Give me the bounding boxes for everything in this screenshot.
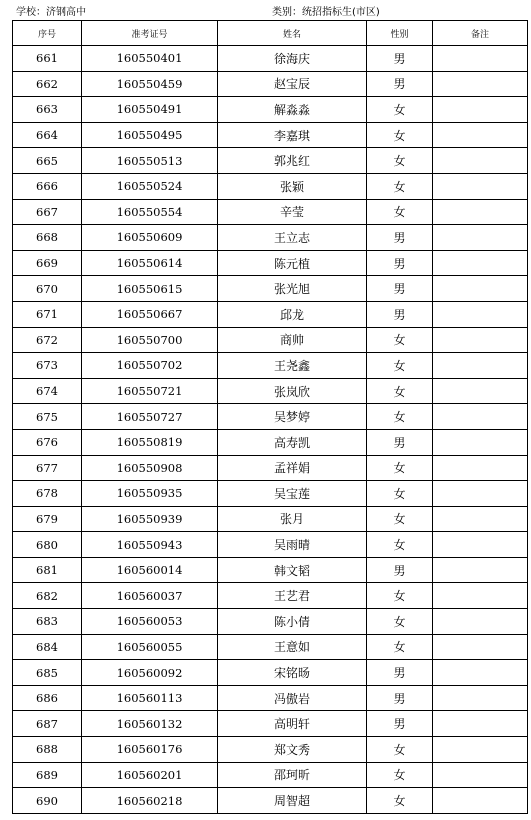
cell-no: 690 (13, 788, 82, 814)
cell-name: 王尧鑫 (218, 353, 367, 379)
table-row (13, 301, 528, 327)
cell-no: 661 (13, 46, 82, 72)
cell-name: 吴梦婷 (218, 404, 367, 430)
cell-note (433, 327, 528, 353)
cell-note (433, 481, 528, 507)
cell-exam-id: 160550721 (82, 378, 218, 404)
cell-gender: 女 (367, 609, 433, 635)
cell-note (433, 762, 528, 788)
cell-no: 677 (13, 455, 82, 481)
table-row (13, 199, 528, 225)
cell-gender: 男 (367, 301, 433, 327)
cell-note (433, 122, 528, 148)
cell-no: 678 (13, 481, 82, 507)
cell-name: 宋铭旸 (218, 660, 367, 686)
cell-gender: 女 (367, 353, 433, 379)
cell-name: 陈元植 (218, 250, 367, 276)
col-header-name: 姓名 (218, 21, 367, 46)
cell-note (433, 711, 528, 737)
cell-note (433, 71, 528, 97)
cell-note (433, 353, 528, 379)
cell-name: 邱龙 (218, 301, 367, 327)
cell-name: 高明轩 (218, 711, 367, 737)
header-row (13, 21, 528, 46)
cell-note (433, 276, 528, 302)
cell-gender: 男 (367, 225, 433, 251)
cell-exam-id: 160550935 (82, 481, 218, 507)
table-row (13, 557, 528, 583)
cell-gender: 男 (367, 557, 433, 583)
table-row (13, 634, 528, 660)
cell-note (433, 455, 528, 481)
table-row (13, 173, 528, 199)
cell-exam-id: 160550459 (82, 71, 218, 97)
cell-exam-id: 160560014 (82, 557, 218, 583)
table-row (13, 327, 528, 353)
cell-no: 689 (13, 762, 82, 788)
table-row (13, 225, 528, 251)
cell-no: 673 (13, 353, 82, 379)
cell-note (433, 148, 528, 174)
cell-note (433, 46, 528, 72)
cell-exam-id: 160550495 (82, 122, 218, 148)
cell-exam-id: 160550614 (82, 250, 218, 276)
cell-no: 682 (13, 583, 82, 609)
cell-exam-id: 160550819 (82, 429, 218, 455)
cell-note (433, 788, 528, 814)
cell-exam-id: 160550667 (82, 301, 218, 327)
cell-name: 郑文秀 (218, 737, 367, 763)
cell-exam-id: 160560037 (82, 583, 218, 609)
cell-note (433, 404, 528, 430)
cell-gender: 女 (367, 506, 433, 532)
category-label: 类别：统招指标生(市区) (272, 7, 380, 18)
cell-gender: 女 (367, 327, 433, 353)
cell-no: 664 (13, 122, 82, 148)
cell-note (433, 301, 528, 327)
cell-name: 邵珂昕 (218, 762, 367, 788)
table-row (13, 455, 528, 481)
cell-gender: 女 (367, 199, 433, 225)
table-row (13, 429, 528, 455)
cell-exam-id: 160560055 (82, 634, 218, 660)
cell-note (433, 634, 528, 660)
cell-gender: 男 (367, 46, 433, 72)
cell-no: 685 (13, 660, 82, 686)
cell-exam-id: 160560176 (82, 737, 218, 763)
cell-note (433, 225, 528, 251)
cell-name: 王立志 (218, 225, 367, 251)
cell-gender: 女 (367, 762, 433, 788)
cell-exam-id: 160550615 (82, 276, 218, 302)
cell-no: 669 (13, 250, 82, 276)
table-row (13, 788, 528, 814)
cell-name: 孟祥娟 (218, 455, 367, 481)
col-header-exam-id: 准考证号 (82, 21, 218, 46)
cell-exam-id: 160550524 (82, 173, 218, 199)
cell-gender: 女 (367, 583, 433, 609)
cell-exam-id: 160550727 (82, 404, 218, 430)
cell-name: 王意如 (218, 634, 367, 660)
cell-no: 675 (13, 404, 82, 430)
cell-name: 李嘉琪 (218, 122, 367, 148)
cell-no: 667 (13, 199, 82, 225)
cell-gender: 女 (367, 634, 433, 660)
cell-note (433, 97, 528, 123)
table-body (13, 46, 528, 814)
cell-no: 686 (13, 685, 82, 711)
cell-note (433, 506, 528, 532)
cell-gender: 男 (367, 711, 433, 737)
cell-gender: 女 (367, 173, 433, 199)
table-row (13, 46, 528, 72)
cell-no: 666 (13, 173, 82, 199)
cell-exam-id: 160560113 (82, 685, 218, 711)
student-table (12, 20, 528, 814)
table-row (13, 122, 528, 148)
cell-gender: 女 (367, 788, 433, 814)
table-header (13, 21, 528, 46)
cell-name: 冯傲岩 (218, 685, 367, 711)
cell-no: 665 (13, 148, 82, 174)
col-header-gender: 性别 (367, 21, 433, 46)
col-header-no: 序号 (13, 21, 82, 46)
cell-no: 663 (13, 97, 82, 123)
table-row (13, 711, 528, 737)
cell-no: 683 (13, 609, 82, 635)
cell-no: 679 (13, 506, 82, 532)
cell-gender: 女 (367, 148, 433, 174)
cell-note (433, 250, 528, 276)
table-row (13, 353, 528, 379)
cell-gender: 女 (367, 378, 433, 404)
cell-note (433, 532, 528, 558)
cell-gender: 女 (367, 122, 433, 148)
cell-name: 陈小倩 (218, 609, 367, 635)
cell-name: 赵宝辰 (218, 71, 367, 97)
cell-no: 668 (13, 225, 82, 251)
cell-name: 吴宝莲 (218, 481, 367, 507)
cell-no: 674 (13, 378, 82, 404)
cell-note (433, 685, 528, 711)
cell-no: 671 (13, 301, 82, 327)
col-header-note: 备注 (433, 21, 528, 46)
cell-name: 周智超 (218, 788, 367, 814)
cell-name: 张颖 (218, 173, 367, 199)
cell-exam-id: 160550943 (82, 532, 218, 558)
cell-gender: 女 (367, 481, 433, 507)
cell-gender: 女 (367, 455, 433, 481)
cell-exam-id: 160550401 (82, 46, 218, 72)
cell-gender: 男 (367, 250, 433, 276)
table-row (13, 660, 528, 686)
cell-exam-id: 160560132 (82, 711, 218, 737)
cell-no: 680 (13, 532, 82, 558)
cell-exam-id: 160550939 (82, 506, 218, 532)
cell-exam-id: 160560218 (82, 788, 218, 814)
table-row (13, 609, 528, 635)
cell-no: 662 (13, 71, 82, 97)
cell-name: 商帅 (218, 327, 367, 353)
cell-exam-id: 160550702 (82, 353, 218, 379)
cell-exam-id: 160560053 (82, 609, 218, 635)
cell-note (433, 660, 528, 686)
school-label: 学校：济钢高中 (16, 7, 86, 18)
cell-no: 672 (13, 327, 82, 353)
cell-exam-id: 160550513 (82, 148, 218, 174)
table-row (13, 506, 528, 532)
cell-no: 670 (13, 276, 82, 302)
cell-no: 681 (13, 557, 82, 583)
cell-exam-id: 160550700 (82, 327, 218, 353)
cell-note (433, 609, 528, 635)
table-row (13, 97, 528, 123)
table-row (13, 532, 528, 558)
cell-gender: 男 (367, 685, 433, 711)
cell-exam-id: 160550491 (82, 97, 218, 123)
table-row (13, 378, 528, 404)
table-row (13, 404, 528, 430)
cell-no: 688 (13, 737, 82, 763)
cell-gender: 女 (367, 532, 433, 558)
cell-gender: 女 (367, 737, 433, 763)
cell-name: 解淼淼 (218, 97, 367, 123)
cell-name: 张月 (218, 506, 367, 532)
cell-exam-id: 160550908 (82, 455, 218, 481)
cell-exam-id: 160550554 (82, 199, 218, 225)
cell-note (433, 737, 528, 763)
document-header (0, 6, 531, 20)
cell-gender: 男 (367, 276, 433, 302)
cell-note (433, 378, 528, 404)
cell-name: 王艺君 (218, 583, 367, 609)
cell-gender: 男 (367, 429, 433, 455)
table-row (13, 481, 528, 507)
cell-gender: 女 (367, 97, 433, 123)
cell-gender: 男 (367, 71, 433, 97)
cell-name: 徐海庆 (218, 46, 367, 72)
cell-gender: 女 (367, 404, 433, 430)
table-row (13, 737, 528, 763)
cell-name: 郭兆红 (218, 148, 367, 174)
cell-name: 高寿凯 (218, 429, 367, 455)
cell-note (433, 557, 528, 583)
table-row (13, 685, 528, 711)
cell-name: 张光旭 (218, 276, 367, 302)
cell-name: 张岚欣 (218, 378, 367, 404)
cell-exam-id: 160550609 (82, 225, 218, 251)
table-row (13, 250, 528, 276)
cell-no: 676 (13, 429, 82, 455)
cell-no: 684 (13, 634, 82, 660)
cell-name: 韩文韬 (218, 557, 367, 583)
cell-gender: 男 (367, 660, 433, 686)
table-row (13, 71, 528, 97)
table-row (13, 276, 528, 302)
cell-name: 辛莹 (218, 199, 367, 225)
cell-note (433, 199, 528, 225)
cell-note (433, 173, 528, 199)
table-row (13, 148, 528, 174)
cell-name: 吴雨晴 (218, 532, 367, 558)
cell-exam-id: 160560201 (82, 762, 218, 788)
cell-no: 687 (13, 711, 82, 737)
table-row (13, 583, 528, 609)
cell-note (433, 583, 528, 609)
cell-exam-id: 160560092 (82, 660, 218, 686)
table-row (13, 762, 528, 788)
cell-note (433, 429, 528, 455)
